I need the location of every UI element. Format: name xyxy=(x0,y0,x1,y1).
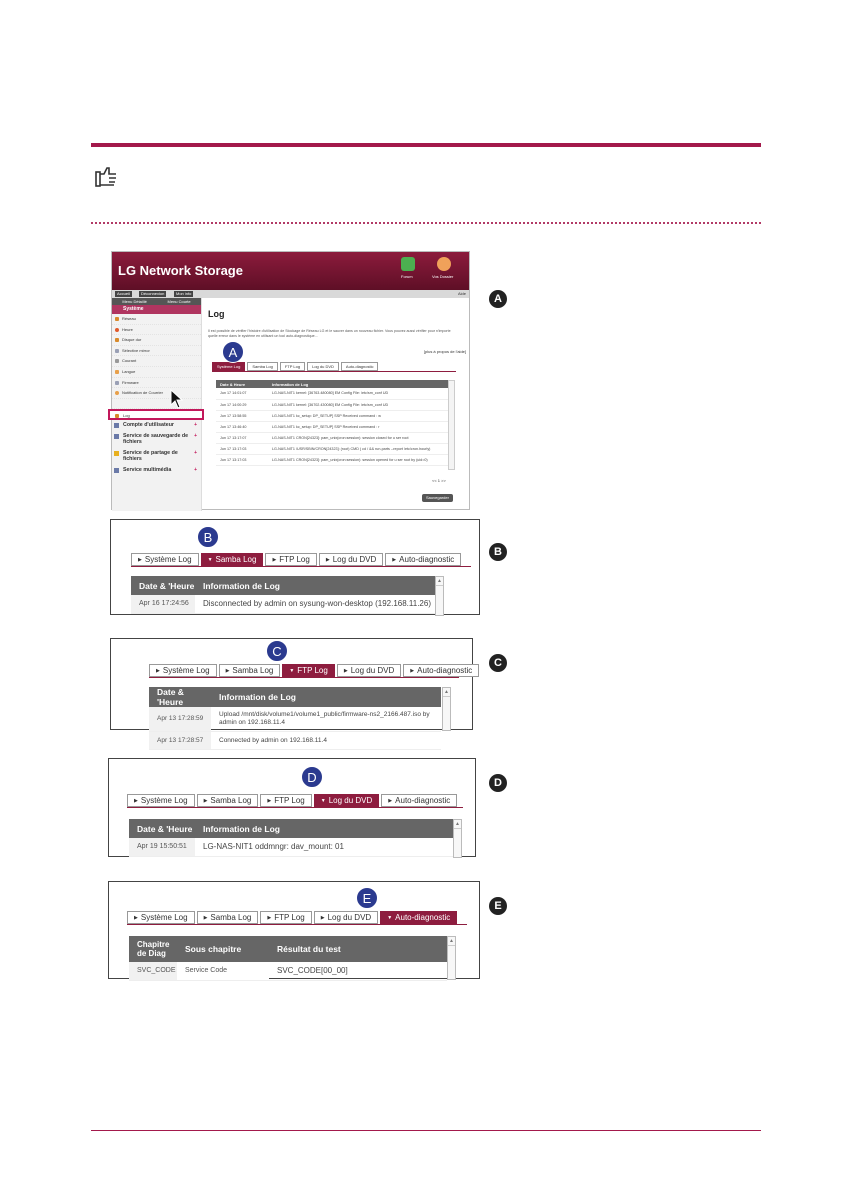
sidebar-item-mail-notification[interactable]: Notification de Courrier xyxy=(112,388,201,399)
sidebar-category-multimedia[interactable]: Service multimédia + xyxy=(112,465,201,476)
callout-e: E xyxy=(356,887,378,909)
table-row: Apr 13 17:28:57 Connected by admin on 192.168.11.4 xyxy=(149,731,441,749)
column-header-diag-chapter: Chapitre de Diag xyxy=(129,936,177,962)
marker-c: C xyxy=(489,654,507,672)
sidebar-item-power[interactable]: Courant xyxy=(112,356,201,367)
panel-ftp-log xyxy=(110,638,473,744)
tab-short-menu[interactable]: Menu Courte xyxy=(167,299,191,304)
column-header-info: Information de Log xyxy=(211,687,441,707)
tab-system-log[interactable]: ▶ Système Log xyxy=(127,911,195,924)
table-row: Jun 17 13:58:55 LG-NAS-NIT1 kc_setup: DP_SETUP] SSP Received command : w xyxy=(216,410,448,421)
tab-ftp-log[interactable]: ▶ FTP Log xyxy=(260,794,311,807)
multimedia-icon xyxy=(114,468,119,473)
log-tabs xyxy=(212,362,378,371)
star-icon xyxy=(114,451,119,456)
panel-samba-log xyxy=(110,519,480,615)
log-tabs xyxy=(131,553,461,566)
folder-label: Vos Dossier xyxy=(432,274,454,279)
help-more-link[interactable]: [plus à propos de l'aide] xyxy=(423,349,466,354)
tab-underline xyxy=(212,371,456,372)
top-toolbar xyxy=(112,290,469,298)
column-header-info: Information de Log xyxy=(195,819,453,838)
tab-system-log[interactable]: Système Log xyxy=(212,362,245,371)
table-row: Apr 13 17:28:59 Upload /mnt/disk/volume1/volume1_public/firmware-ns2_2166.487.iso by admin on 192.168.11.4 xyxy=(149,707,441,731)
sidebar-section-system[interactable]: Système xyxy=(112,305,201,314)
log-tabs xyxy=(127,794,457,807)
tab-auto-diagnostic[interactable]: ▼ Auto-diagnostic xyxy=(380,911,457,924)
nas-screenshot xyxy=(111,251,470,510)
sidebar-item-language[interactable]: Langue xyxy=(112,367,201,378)
app-header xyxy=(112,252,469,290)
auto-diagnostic-table xyxy=(129,936,447,981)
marker-a: A xyxy=(489,290,507,308)
table-row: Jun 17 13:17:07 LG-NAS-NIT1 CRON[24323]: pam_unix(cron:session): session closed for u ser root xyxy=(216,432,448,443)
table-row: Apr 16 17:24:56 Disconnected by admin on sysung-won-desktop (192.168.11.26) xyxy=(131,595,443,613)
main-content xyxy=(208,298,466,500)
tab-underline xyxy=(149,677,459,678)
log-tabs xyxy=(127,911,457,924)
mirror-icon xyxy=(115,349,119,353)
footer-rule xyxy=(91,1130,761,1131)
sidebar-item-firmware[interactable]: Firmware xyxy=(112,378,201,389)
tab-system-log[interactable]: ▶ Système Log xyxy=(127,794,195,807)
column-header-info: Information de Log xyxy=(195,576,443,595)
column-header-info: Information de Log xyxy=(268,380,448,388)
tab-samba-log[interactable]: ▶ Samba Log xyxy=(197,794,259,807)
system-log-table xyxy=(216,380,448,466)
log-icon xyxy=(115,414,119,418)
sidebar-tabs xyxy=(112,298,201,305)
tab-ftp-log[interactable]: ▶ FTP Log xyxy=(265,553,316,566)
column-header-result: Résultat du test xyxy=(269,936,447,962)
column-header-subchapter: Sous chapitre xyxy=(177,936,269,962)
power-icon xyxy=(115,359,119,363)
callout-a: A xyxy=(222,341,244,363)
tab-samba-log[interactable]: ▼ Samba Log xyxy=(201,553,264,566)
forum-label: Forum xyxy=(401,274,413,279)
table-row: Jun 17 14:01:07 LG-NAS-NIT1 kernel: [36763.480080] EM Config File: /etc/sm_conf UD xyxy=(216,388,448,399)
page-description: Il est possible de vérifier l'histoire d'utilisation de Stockage de Réseau LG et le sauver dans un nouveau fichier. Vous pouvez aussi vérifier pour n'importe quelle erreur dans le système en utilisant un tool auto-diagnostique... xyxy=(208,329,451,338)
sidebar-item-blank xyxy=(112,399,201,410)
column-header-date: Date & 'Heure xyxy=(129,819,195,838)
tab-auto-diagnostic[interactable]: ▶ Auto-diagnostic xyxy=(403,664,479,677)
marker-d: D xyxy=(489,774,507,792)
sidebar-item-disk[interactable]: Disque dur xyxy=(112,335,201,346)
tab-underline xyxy=(131,566,471,567)
tab-auto-diagnostic[interactable]: ▶ Auto-diagnostic xyxy=(385,553,461,566)
tab-auto-diagnostic[interactable]: Auto-diagnostic xyxy=(341,362,379,371)
clock-icon xyxy=(115,328,119,332)
table-row: SVC_CODE Service Code SVC_CODE[00_00] xyxy=(129,962,447,980)
forum-icon[interactable] xyxy=(401,257,415,271)
log-tabs xyxy=(149,664,479,677)
ftp-log-table xyxy=(149,687,441,750)
table-row: Apr 19 15:50:51 LG-NAS-NIT1 oddmngr: dav_mount: 01 xyxy=(129,838,453,856)
column-header-date: Date & 'Heure xyxy=(149,687,211,707)
mouse-cursor-icon xyxy=(170,389,184,409)
tab-ftp-log[interactable]: ▼ FTP Log xyxy=(282,664,335,677)
language-icon xyxy=(115,370,119,374)
dvd-log-table xyxy=(129,819,453,857)
logout-button[interactable]: Déconnexion xyxy=(141,291,165,296)
table-row: Jun 17 13:17:03 LG-NAS-NIT1 /USR/SBIN/CRON[24323]: (root) CMD ( cd / && run-parts --report /etc/cron.hourly) xyxy=(216,443,448,454)
tab-ftp-log[interactable]: FTP Log xyxy=(280,362,305,371)
tab-dvd-log[interactable]: ▶ Log du DVD xyxy=(319,553,383,566)
my-info-button[interactable]: Mon info xyxy=(176,291,192,296)
tab-dvd-log[interactable]: ▶ Log du DVD xyxy=(314,911,378,924)
firmware-icon xyxy=(115,381,119,385)
disk-icon xyxy=(115,338,119,342)
tab-system-log[interactable]: ▶ Système Log xyxy=(149,664,217,677)
backup-icon xyxy=(114,434,119,439)
tab-underline xyxy=(127,924,467,925)
pointing-hand-icon xyxy=(95,166,119,188)
tab-dvd-log[interactable]: ▶ Log du DVD xyxy=(337,664,401,677)
sidebar-category-sharing[interactable]: Service de partage de fichiers + xyxy=(112,448,201,465)
sidebar-category-backup[interactable]: Service de sauvegarde de fichiers + xyxy=(112,431,201,448)
mail-icon xyxy=(115,391,119,395)
marker-b: B xyxy=(489,543,507,561)
sidebar-item-time[interactable]: Heure xyxy=(112,325,201,336)
tab-samba-log[interactable]: ▶ Samba Log xyxy=(197,911,259,924)
network-icon xyxy=(115,317,119,321)
table-scrollbar[interactable] xyxy=(453,819,462,858)
header-rule xyxy=(91,143,761,147)
table-scrollbar[interactable] xyxy=(447,936,456,980)
table-scrollbar[interactable] xyxy=(435,576,444,616)
brand-logo: LG Network Storage xyxy=(118,263,243,278)
tab-dvd-log[interactable]: ▼ Log du DVD xyxy=(314,794,380,807)
tab-dvd-log[interactable]: Log du DVD xyxy=(307,362,339,371)
callout-b: B xyxy=(197,526,219,548)
panel-auto-diagnostic xyxy=(108,881,480,979)
sidebar-item-mirror[interactable]: Sélective mirror xyxy=(112,346,201,357)
table-scrollbar[interactable] xyxy=(442,687,451,731)
page-title: Log xyxy=(208,309,225,319)
tab-samba-log[interactable]: ▶ Samba Log xyxy=(219,664,281,677)
sidebar xyxy=(112,298,202,511)
sidebar-item-log[interactable]: Log xyxy=(108,409,204,420)
table-row: Jun 17 13:17:03 LG-NAS-NIT1 CRON[24323]: pam_unix(cron:session): session opened for u ser root by (uid=0) xyxy=(216,454,448,465)
tab-auto-diagnostic[interactable]: ▶ Auto-diagnostic xyxy=(381,794,457,807)
tab-detailed-menu[interactable]: Menu Détaillé xyxy=(122,299,147,304)
column-header-date: Date & Heure xyxy=(216,380,268,388)
save-button[interactable]: Sauvegarder xyxy=(422,494,453,502)
column-header-date: Date & 'Heure xyxy=(131,576,195,595)
tab-samba-log[interactable]: Samba Log xyxy=(247,362,277,371)
panel-dvd-log xyxy=(108,758,476,857)
pagination[interactable]: << 1 >> xyxy=(432,478,446,483)
table-scrollbar[interactable] xyxy=(448,380,455,470)
sidebar-item-network[interactable]: Réseau xyxy=(112,314,201,325)
sidebar-category-user-account[interactable]: Compte d'utilisateur + xyxy=(112,420,201,431)
marker-e: E xyxy=(489,897,507,915)
table-row: Jun 17 13:46:40 LG-NAS-NIT1 kc_setup: DP_SETUP] SSP Received command : r xyxy=(216,421,448,432)
samba-log-table xyxy=(131,576,443,614)
callout-d: D xyxy=(301,766,323,788)
user-icon xyxy=(114,423,119,428)
tab-system-log[interactable]: ▶ Système Log xyxy=(131,553,199,566)
home-button[interactable]: Accueil xyxy=(117,291,130,296)
folder-icon[interactable] xyxy=(437,257,451,271)
table-row: Jun 17 14:00:29 LG-NAS-NIT1 kernel: [36702.430080] EM Config File: /etc/sm_conf UD xyxy=(216,399,448,410)
tab-underline xyxy=(127,807,463,808)
help-link[interactable]: Aide xyxy=(457,291,466,296)
callout-c: C xyxy=(266,640,288,662)
tab-ftp-log[interactable]: ▶ FTP Log xyxy=(260,911,311,924)
dotted-divider xyxy=(91,222,761,224)
